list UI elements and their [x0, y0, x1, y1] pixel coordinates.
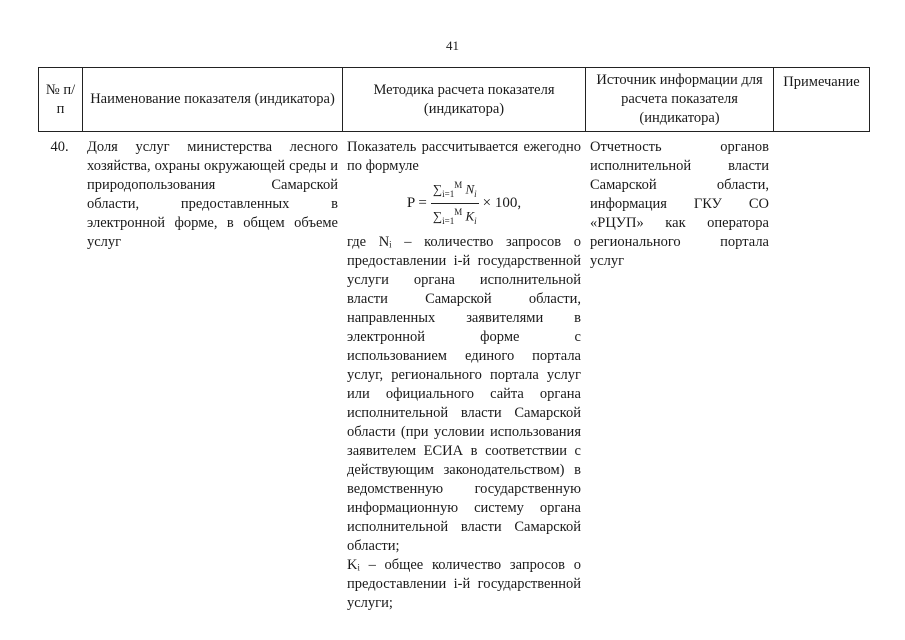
- formula-fraction: [431, 178, 479, 229]
- calculation-method-cell: [343, 132, 586, 613]
- indicator-name: Доля услуг министерства лесного хозяйства, охраны окружающей среды и природопользования Самарской области, предоставленных в электронной форме, в общем объеме услуг: [87, 139, 338, 250]
- header-calculation-method: Методика расчета показателя (индикатора): [343, 68, 586, 132]
- header-note: Примечание: [774, 68, 870, 132]
- information-source: Отчетность органов исполнительной власти Самарской области, информация ГКУ СО «РЦУП» как оператора регионального портала услуг: [590, 139, 769, 269]
- row-number: 40.: [50, 139, 69, 155]
- formula-denominator: $\sum_{i=1}^M$ $K_i$: [432, 206, 477, 226]
- table-row: [39, 132, 870, 613]
- formula-numerator: $\sum_{i=1}^M$ $N_i$: [431, 178, 479, 204]
- table-header-row: [39, 68, 870, 132]
- method-k-definition: Kᵢ – общее количество запросов о предоставлении i-й государственной услуги;: [347, 556, 581, 611]
- note: [774, 132, 870, 613]
- indicators-table: [38, 67, 870, 613]
- method-intro: Показатель рассчитывается ежегодно по формуле: [347, 139, 581, 174]
- formula-multiplier: × 100,: [482, 194, 522, 211]
- method-n-definition: где Nᵢ – количество запросов о предоставлении i-й государственной услуги органа исполнительной власти Самарской области, направленных заявителями в электронной форме с использованием единого портала услуг, регионального портала услуг или официального сайта органа исполнительной власти Самарской области (при условии использования заявителем ЕСИА в соответствии с действующим законодательством) в ведомственную государственную информационную систему органа исполнительной власти Самарской области;: [347, 233, 581, 554]
- page-number: 41: [446, 38, 459, 53]
- header-number: № п/п: [39, 68, 83, 132]
- header-indicator-name: Наименование показателя (индикатора): [83, 68, 343, 132]
- formula-lhs: P =: [406, 194, 427, 211]
- formula: [347, 178, 581, 229]
- header-information-source: Источник информации для расчета показателя (индикатора): [586, 68, 774, 132]
